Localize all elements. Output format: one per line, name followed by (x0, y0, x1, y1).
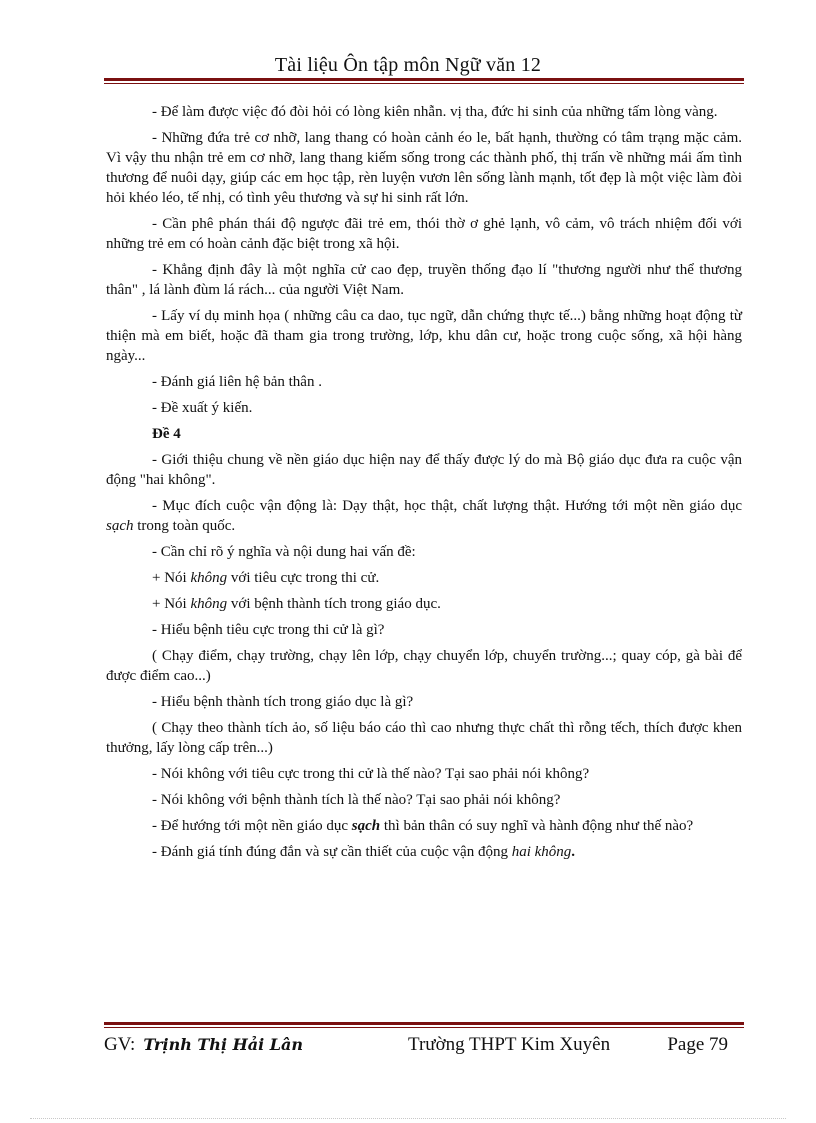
footer-teacher (104, 1034, 303, 1056)
paragraph: - Cần phê phán thái độ ngược đãi trẻ em, thói thờ ơ ghẻ lạnh, vô cảm, vô trách nhiệm đối với những trẻ em có hoàn cảnh đặc biệt trong xã hội. (106, 216, 742, 252)
paragraph: - Nói không với bệnh thành tích là thế nào? Tại sao phải nói không? (152, 792, 561, 808)
text: với tiêu cực trong thi cử. (227, 570, 380, 586)
text: . (571, 844, 576, 860)
paragraph: - Cần chỉ rõ ý nghĩa và nội dung hai vấn đề: (152, 544, 416, 560)
page-footer (104, 1034, 744, 1060)
footer-rule (104, 1022, 744, 1028)
paragraph: ( Chạy điểm, chạy trường, chạy lên lớp, chạy chuyển lớp, chuyển trường...; quay cóp, gà bài để được điểm cao...) (106, 648, 742, 684)
paragraph (106, 568, 742, 588)
emphasis: không (190, 570, 228, 586)
emphasis: sạch (106, 518, 134, 534)
header-rule (104, 78, 744, 84)
text: + Nói (152, 596, 191, 612)
paragraph: - Hiểu bệnh tiêu cực trong thi cử là gì? (152, 622, 385, 638)
paragraph (106, 496, 742, 536)
paragraph: - Lấy ví dụ minh họa ( những câu ca dao, tục ngữ, dẫn chứng thực tế...) bằng những hoạt động từ thiện mà em biết, hoặc đã tham gia trong trường, lớp, khu dân cư, hoặc trong cuộc sống, xã hội hàng ngày... (106, 308, 742, 364)
teacher-name: Trịnh Thị Hải Lân (143, 1035, 303, 1054)
paragraph: - Đánh giá liên hệ bản thân . (152, 374, 322, 390)
page-number: Page 79 (667, 1034, 728, 1055)
paragraph: - Để làm được việc đó đòi hỏi có lòng kiên nhẫn. vị tha, đức hi sinh của những tấm lòng vàng. (152, 104, 718, 120)
paragraph: - Hiểu bệnh thành tích trong giáo dục là gì? (152, 694, 414, 710)
paragraph: - Khẳng định đây là một nghĩa cử cao đẹp, truyền thống đạo lí "thương người như thể thương thân" , lá lành đùm lá rách... của người Việt Nam. (106, 262, 742, 298)
emphasis: không (190, 596, 228, 612)
text: với bệnh thành tích trong giáo dục. (227, 596, 441, 612)
text: + Nói (152, 570, 191, 586)
section-heading: Đề 4 (152, 426, 181, 442)
emphasis: hai không (511, 844, 572, 860)
paragraph: - Đề xuất ý kiến. (152, 400, 253, 416)
gv-label: GV: (104, 1034, 136, 1055)
text: - Mục đích cuộc vận động là: Dạy thật, học thật, chất lượng thật. Hướng tới một nền giáo dục (152, 498, 742, 514)
document-body (106, 102, 742, 868)
paragraph: - Giới thiệu chung về nền giáo dục hiện nay để thấy được lý do mà Bộ giáo dục đưa ra cuộc vận động "hai không". (106, 452, 742, 488)
emphasis: sạch (351, 818, 381, 834)
paragraph: - Nói không với tiêu cực trong thi cử là thế nào? Tại sao phải nói không? (152, 766, 590, 782)
paragraph (106, 842, 742, 862)
text: - Để hướng tới một nền giáo dục (152, 818, 352, 834)
page-boundary (30, 1118, 786, 1119)
page-header-title: Tài liệu Ôn tập môn Ngữ văn 12 (274, 54, 542, 76)
text: thì bản thân có suy nghĩ và hành động như thế nào? (380, 818, 694, 834)
text: - Đánh giá tính đúng đắn và sự cần thiết của cuộc vận động (152, 844, 512, 860)
paragraph: - Những đứa trẻ cơ nhỡ, lang thang có hoàn cảnh éo le, bất hạnh, thường có tâm trạng mặc cảm. Vì vậy thu nhận trẻ em cơ nhỡ, lang thang kiếm sống trong các thành phố, thị trấn về những mái ấm tình thương để nuôi dạy, giúp các em học tập, rèn luyện vươn lên sống lành mạnh, tốt đẹp là một việc làm đòi hỏi khéo léo, tế nhị, có tình yêu thương và sự hi sinh rất lớn. (106, 130, 742, 206)
paragraph (106, 594, 742, 614)
school-name: Trường THPT Kim Xuyên (408, 1034, 611, 1055)
text: trong toàn quốc. (133, 518, 236, 534)
paragraph: ( Chạy theo thành tích ảo, số liệu báo cáo thì cao nhưng thực chất thì rỗng tếch, thích được khen thưởng, lấy lòng cấp trên...) (106, 720, 742, 756)
paragraph (106, 816, 742, 836)
